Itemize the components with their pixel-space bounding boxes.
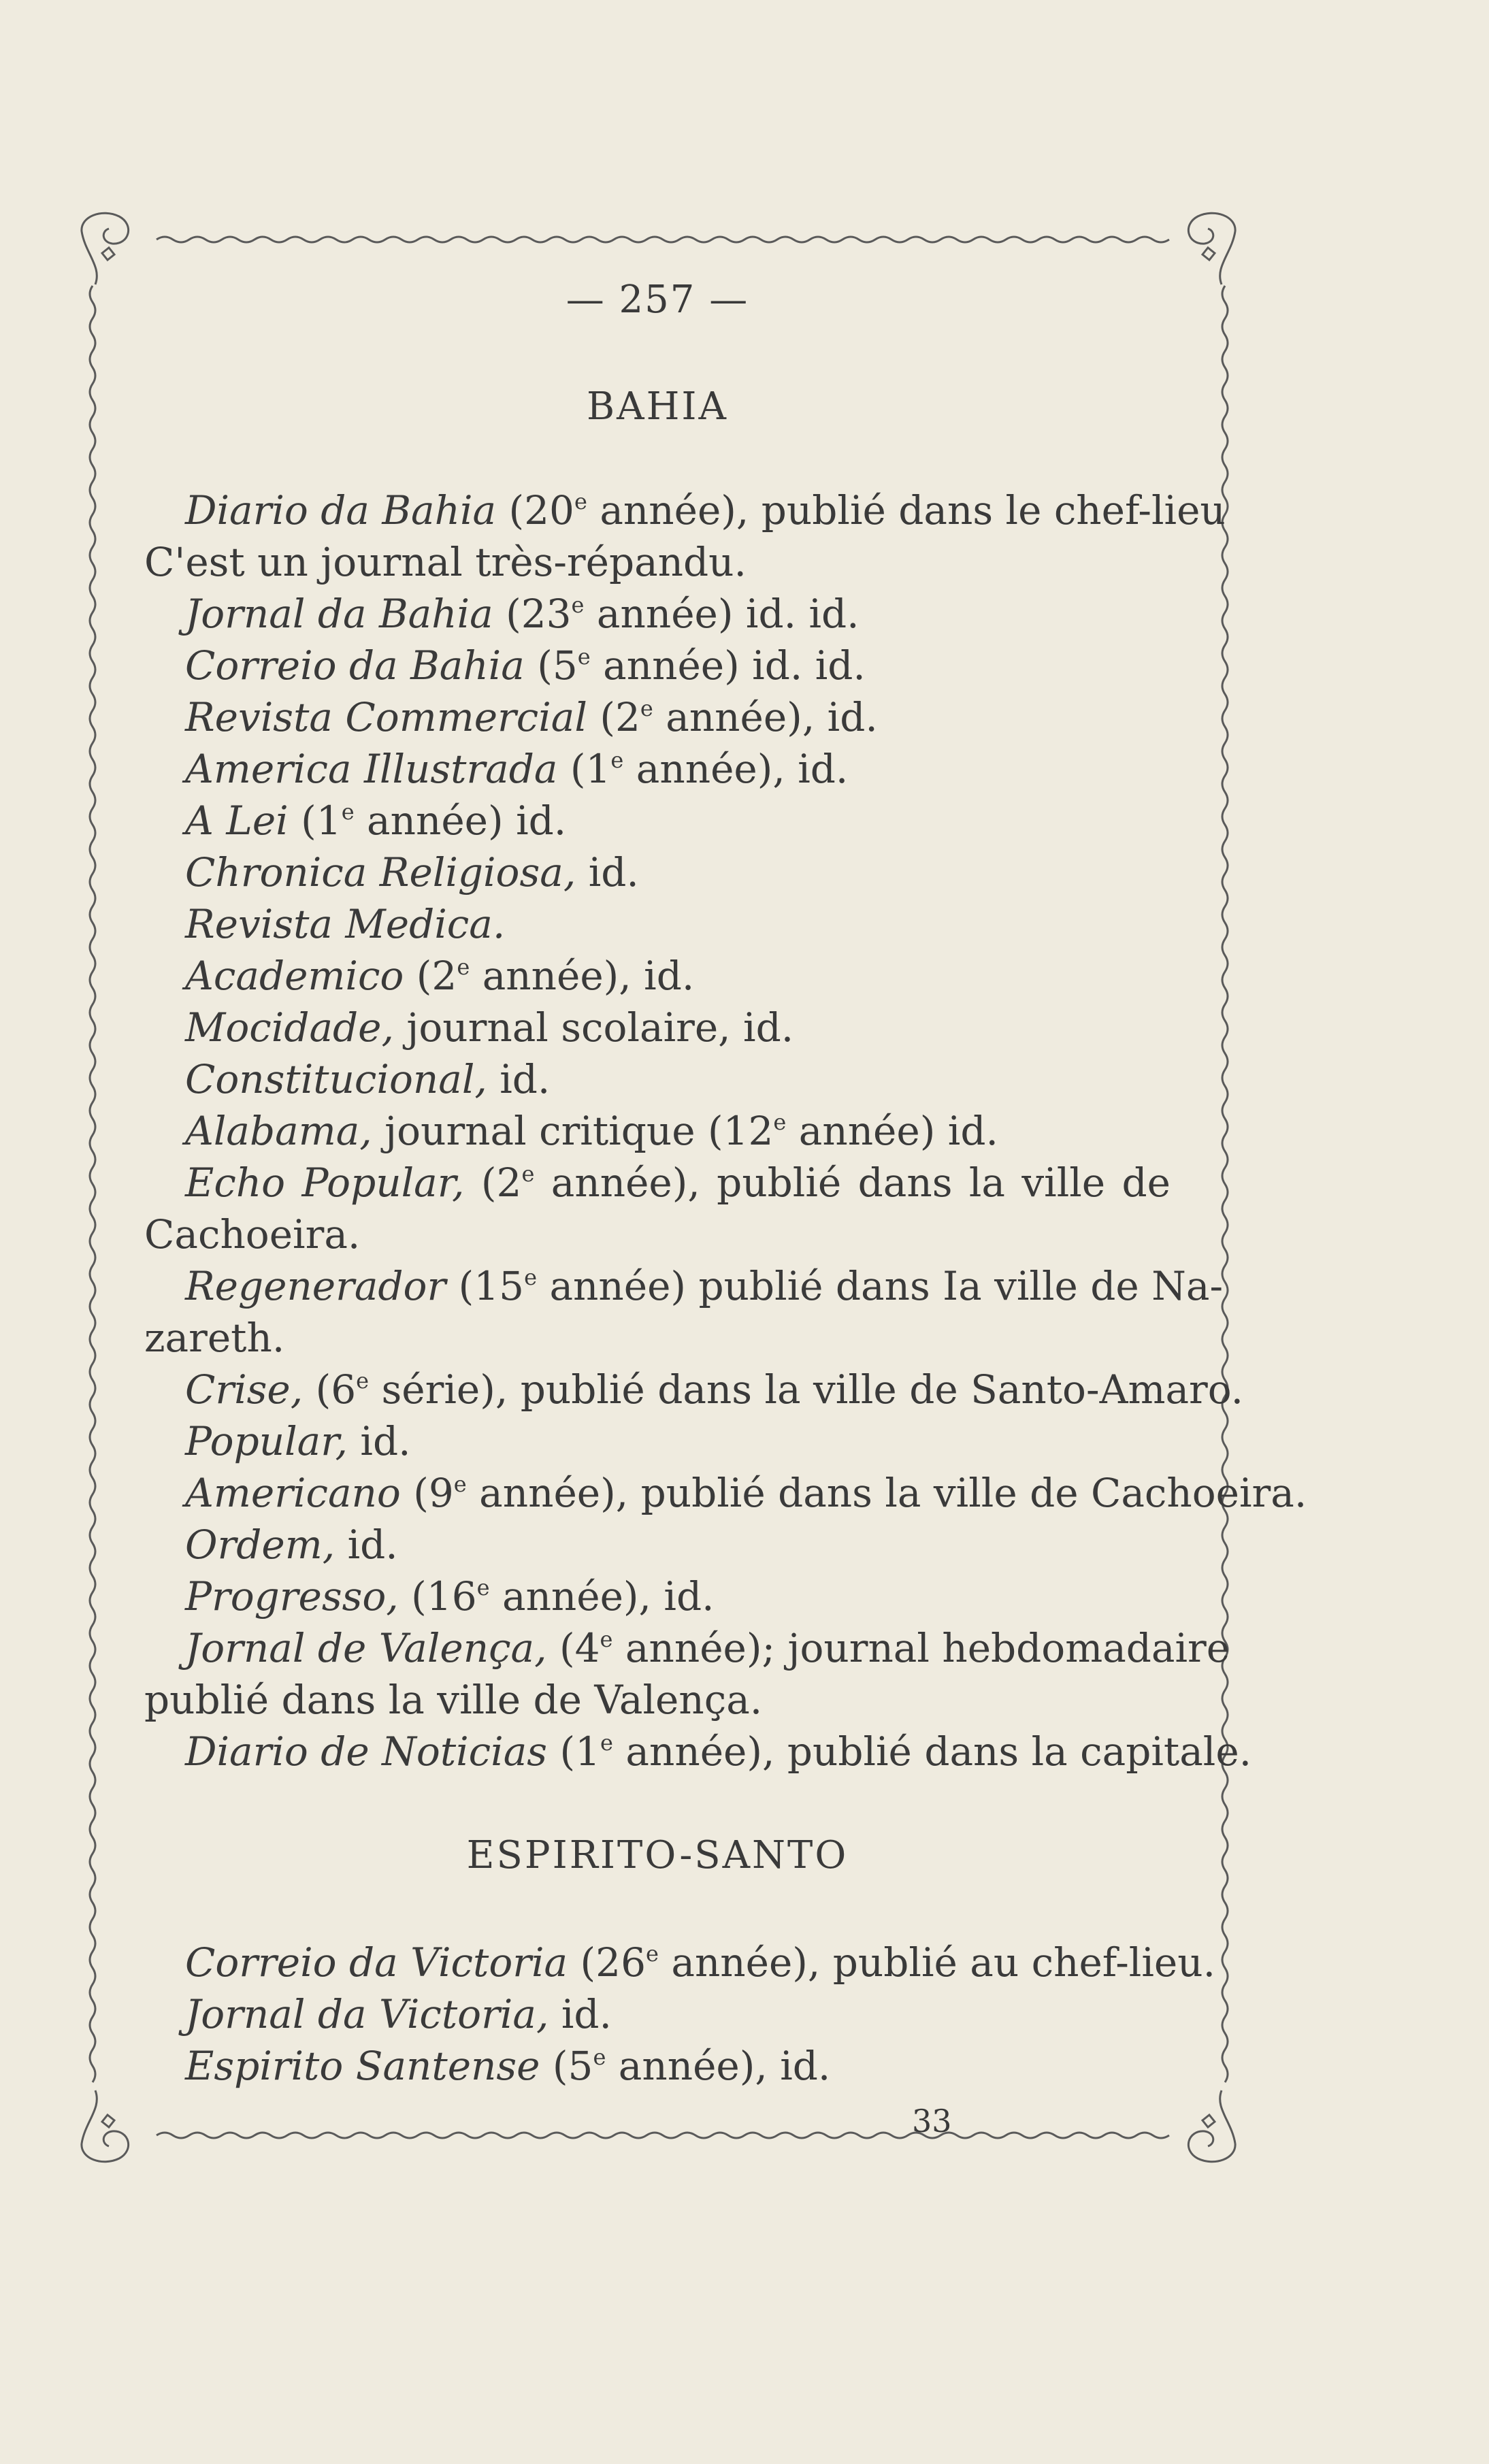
list-item: Regenerador (15e année) publié dans Ia ville de Na- zareth. (144, 1263, 1224, 1361)
list-item: Jornal da Bahia (23e année) id. id. (185, 591, 860, 637)
list-item: Revista Medica. (185, 901, 506, 947)
corner-ornament-icon (82, 213, 129, 284)
list-item: Crise, (6e série), publié dans la ville de Santo-Amaro. (185, 1366, 1244, 1413)
list-item: Echo Popular, (2e année), publié dans la ville de Cachoeira. (144, 1160, 1171, 1258)
corner-ornament-icon (1188, 213, 1235, 284)
list-item: America Illustrada (1e année), id. (185, 746, 849, 792)
left-wavy-rule (90, 286, 95, 2082)
top-wavy-rule (157, 237, 1169, 242)
list-item: Diario da Bahia (20e année), publié dans le chef-lieu C'est un journal très-répandu. (144, 487, 1226, 585)
list-item: Diario de Noticias (1e année), publié dans la capitale. (185, 1728, 1252, 1775)
list-item: Revista Commercial (2e année), id. (185, 694, 878, 740)
list-item: Correio da Bahia (5e année) id. id. (185, 642, 866, 689)
list-item: Espirito Santense (5e année), id. (185, 2043, 831, 2089)
list-item: Jornal de Valença, (4e année); journal hebdomadaire publié dans la ville de Valença. (144, 1625, 1230, 1723)
list-item: Jornal da Victoria, id. (185, 1991, 612, 2037)
section-heading-espirito-santo: ESPIRITO-SANTO (466, 1833, 849, 1877)
signature-mark: 33 (912, 2103, 952, 2139)
list-item: Popular, id. (185, 1418, 411, 1464)
list-item: A Lei (1e année) id. (185, 798, 567, 844)
list-item: Chronica Religiosa, id. (185, 849, 639, 896)
page-number: — 257 — (566, 278, 749, 322)
bottom-wavy-rule (157, 2133, 1169, 2138)
list-item: Progresso, (16e année), id. (185, 1573, 715, 1620)
list-item: Constitucional, id. (185, 1056, 551, 1102)
list-item: Academico (2e année), id. (185, 953, 695, 999)
list-item: Correio da Victoria (26e année), publié au chef-lieu. (185, 1939, 1216, 1986)
list-item: Americano (9e année), publié dans la ville de Cachoeira. (185, 1470, 1307, 1516)
section-heading-bahia: BAHIA (587, 384, 728, 429)
list-item: Mocidade, journal scolaire, id. (185, 1004, 794, 1051)
list-item: Alabama, journal critique (12e année) id. (185, 1108, 998, 1154)
corner-ornament-icon (1188, 2090, 1235, 2162)
right-wavy-rule (1222, 286, 1228, 2082)
list-item: Ordem, id. (185, 1522, 398, 1568)
corner-ornament-icon (82, 2090, 129, 2162)
